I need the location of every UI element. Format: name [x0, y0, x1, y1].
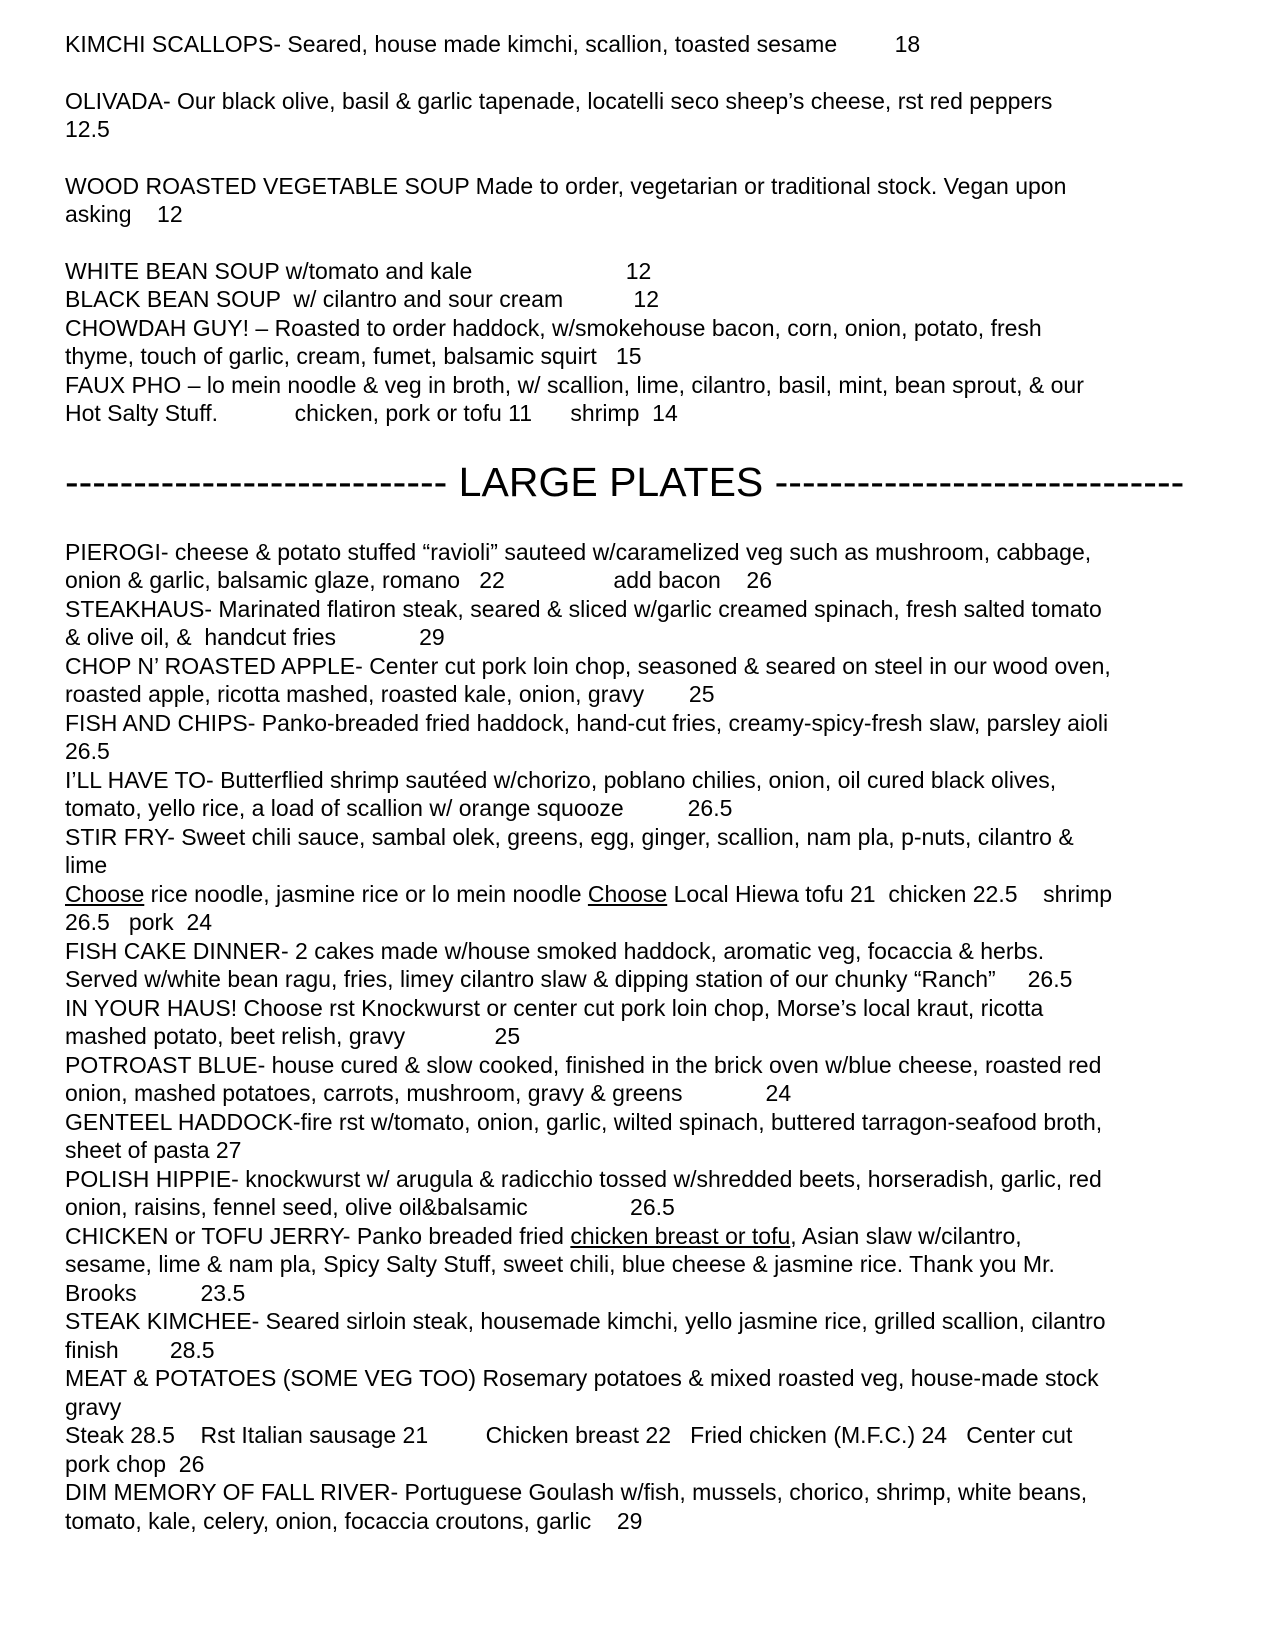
menu-item-dim-memory-fall-river: DIM MEMORY OF FALL RIVER- Portuguese Goulash w/fish, mussels, chorico, shrimp, white beans, tomato, kale, celery, onion, focaccia croutons, garlic 29: [65, 1479, 1088, 1534]
menu-item-black-bean-soup: BLACK BEAN SOUP w/ cilantro and sour cream 12: [65, 286, 659, 312]
menu-item-chop-roasted-apple: CHOP N’ ROASTED APPLE- Center cut pork loin chop, seasoned & seared on steel in our wood oven, roasted apple, ricotta mashed, roasted kale, onion, gravy 25: [65, 652, 1111, 707]
menu-item-genteel-haddock: GENTEEL HADDOCK-fire rst w/tomato, onion, garlic, wilted spinach, buttered tarragon-seafood broth, sheet of pasta 27: [65, 1108, 1103, 1163]
menu-page: [65, 30, 1225, 1535]
choose-label: Choose: [587, 880, 668, 907]
menu-item-potroast-blue: POTROAST BLUE- house cured & slow cooked, finished in the brick oven w/blue cheese, roasted red onion, mashed potatoes, carrots, mushroom, gravy & greens 24: [65, 1051, 1102, 1106]
menu-item-steak-kimchee: STEAK KIMCHEE- Seared sirloin steak, housemade kimchi, yello jasmine rice, grilled scallion, cilantro finish 28.5: [65, 1308, 1106, 1363]
menu-item-chowdah-guy: CHOWDAH GUY! – Roasted to order haddock, w/smokehouse bacon, corn, onion, potato, fresh thyme, touch of garlic, cream, fumet, balsamic squirt 15: [65, 314, 1042, 369]
menu-item-olivada: OLIVADA- Our black olive, basil & garlic tapenade, locatelli seco sheep’s cheese, rst red peppers 12.5: [65, 87, 1053, 142]
menu-item-in-your-haus: IN YOUR HAUS! Choose rst Knockwurst or center cut pork loin chop, Morse’s local kraut, ricotta mashed potato, beet relish, gravy 25: [65, 994, 1044, 1049]
choice-text: Local Hiewa tofu 21 chicken 22.5 shrimp 26.5 pork 24: [65, 880, 1113, 935]
section-heading-large-plates: ---------------------------- LARGE PLATES ------------------------------: [65, 458, 1185, 505]
item-text: , Asian slaw w/cilantro, sesame, lime & nam pla, Spicy Salty Stuff, sweet chili, blue cheese & jasmine rice. Thank you Mr. Brooks 23.5: [65, 1222, 1055, 1306]
menu-item-fish-and-chips: FISH AND CHIPS- Panko-breaded fried haddock, hand-cut fries, creamy-spicy-fresh slaw, parsley aioli 26.5: [65, 709, 1109, 764]
menu-item-ill-have-to: I’LL HAVE TO- Butterflied shrimp sautéed w/chorizo, poblano chilies, onion, oil cured black olives, tomato, yello rice, a load of scallion w/ orange squooze 26.5: [65, 766, 1057, 821]
item-text: CHICKEN or TOFU JERRY- Panko breaded fried: [65, 1222, 571, 1249]
menu-item-vegetable-soup: WOOD ROASTED VEGETABLE SOUP Made to order, vegetarian or traditional stock. Vegan upon asking 12: [65, 172, 1067, 227]
underlined-choice: chicken breast or tofu: [570, 1222, 791, 1249]
menu-item-white-bean-soup: WHITE BEAN SOUP w/tomato and kale 12: [65, 257, 652, 284]
menu-item-faux-pho: FAUX PHO – lo mein noodle & veg in broth, w/ scallion, lime, cilantro, basil, mint, bean sprout, & our Hot Salty Stuff. chicken, pork or tofu 11 shrimp 14: [65, 371, 1084, 426]
menu-item-polish-hippie: POLISH HIPPIE- knockwurst w/ arugula & radicchio tossed w/shredded beets, horseradish, garlic, red onion, raisins, fennel seed, olive oil&balsamic 26.5: [65, 1165, 1102, 1220]
menu-item-steakhaus: STEAKHAUS- Marinated flatiron steak, seared & sliced w/garlic creamed spinach, fresh salted tomato & olive oil, & handcut fries 29: [65, 595, 1102, 650]
menu-item-stir-fry: STIR FRY- Sweet chili sauce, sambal olek, greens, egg, ginger, scallion, nam pla, p-nuts, cilantro & lime: [65, 823, 1074, 878]
menu-item-pierogi: PIEROGI- cheese & potato stuffed “ravioli” sauteed w/caramelized veg such as mushroom, cabbage, onion & garlic, balsamic glaze, romano 22 add bacon 26: [65, 538, 1092, 593]
choice-text: rice noodle, jasmine rice or lo mein noodle: [144, 880, 588, 907]
menu-item-chicken-tofu-jerry: [65, 1222, 1225, 1308]
stir-fry-choices: [65, 880, 1225, 937]
choose-label: Choose: [65, 880, 145, 907]
menu-item-meat-and-potatoes: MEAT & POTATOES (SOME VEG TOO) Rosemary potatoes & mixed roasted veg, house-made stock gravy Steak 28.5 Rst Italian sausage 21 Chicken breast 22 Fried chicken (M.F.C.) 24 Center cut pork chop 26: [65, 1365, 1099, 1477]
menu-item-kimchi-scallops: KIMCHI SCALLOPS- Seared, house made kimchi, scallion, toasted sesame 18: [65, 31, 921, 57]
menu-item-fish-cake-dinner: FISH CAKE DINNER- 2 cakes made w/house smoked haddock, aromatic veg, focaccia & herbs. Served w/white bean ragu, fries, limey cilantro slaw & dipping station of our chunky “Ranch” 26.5: [65, 937, 1073, 992]
